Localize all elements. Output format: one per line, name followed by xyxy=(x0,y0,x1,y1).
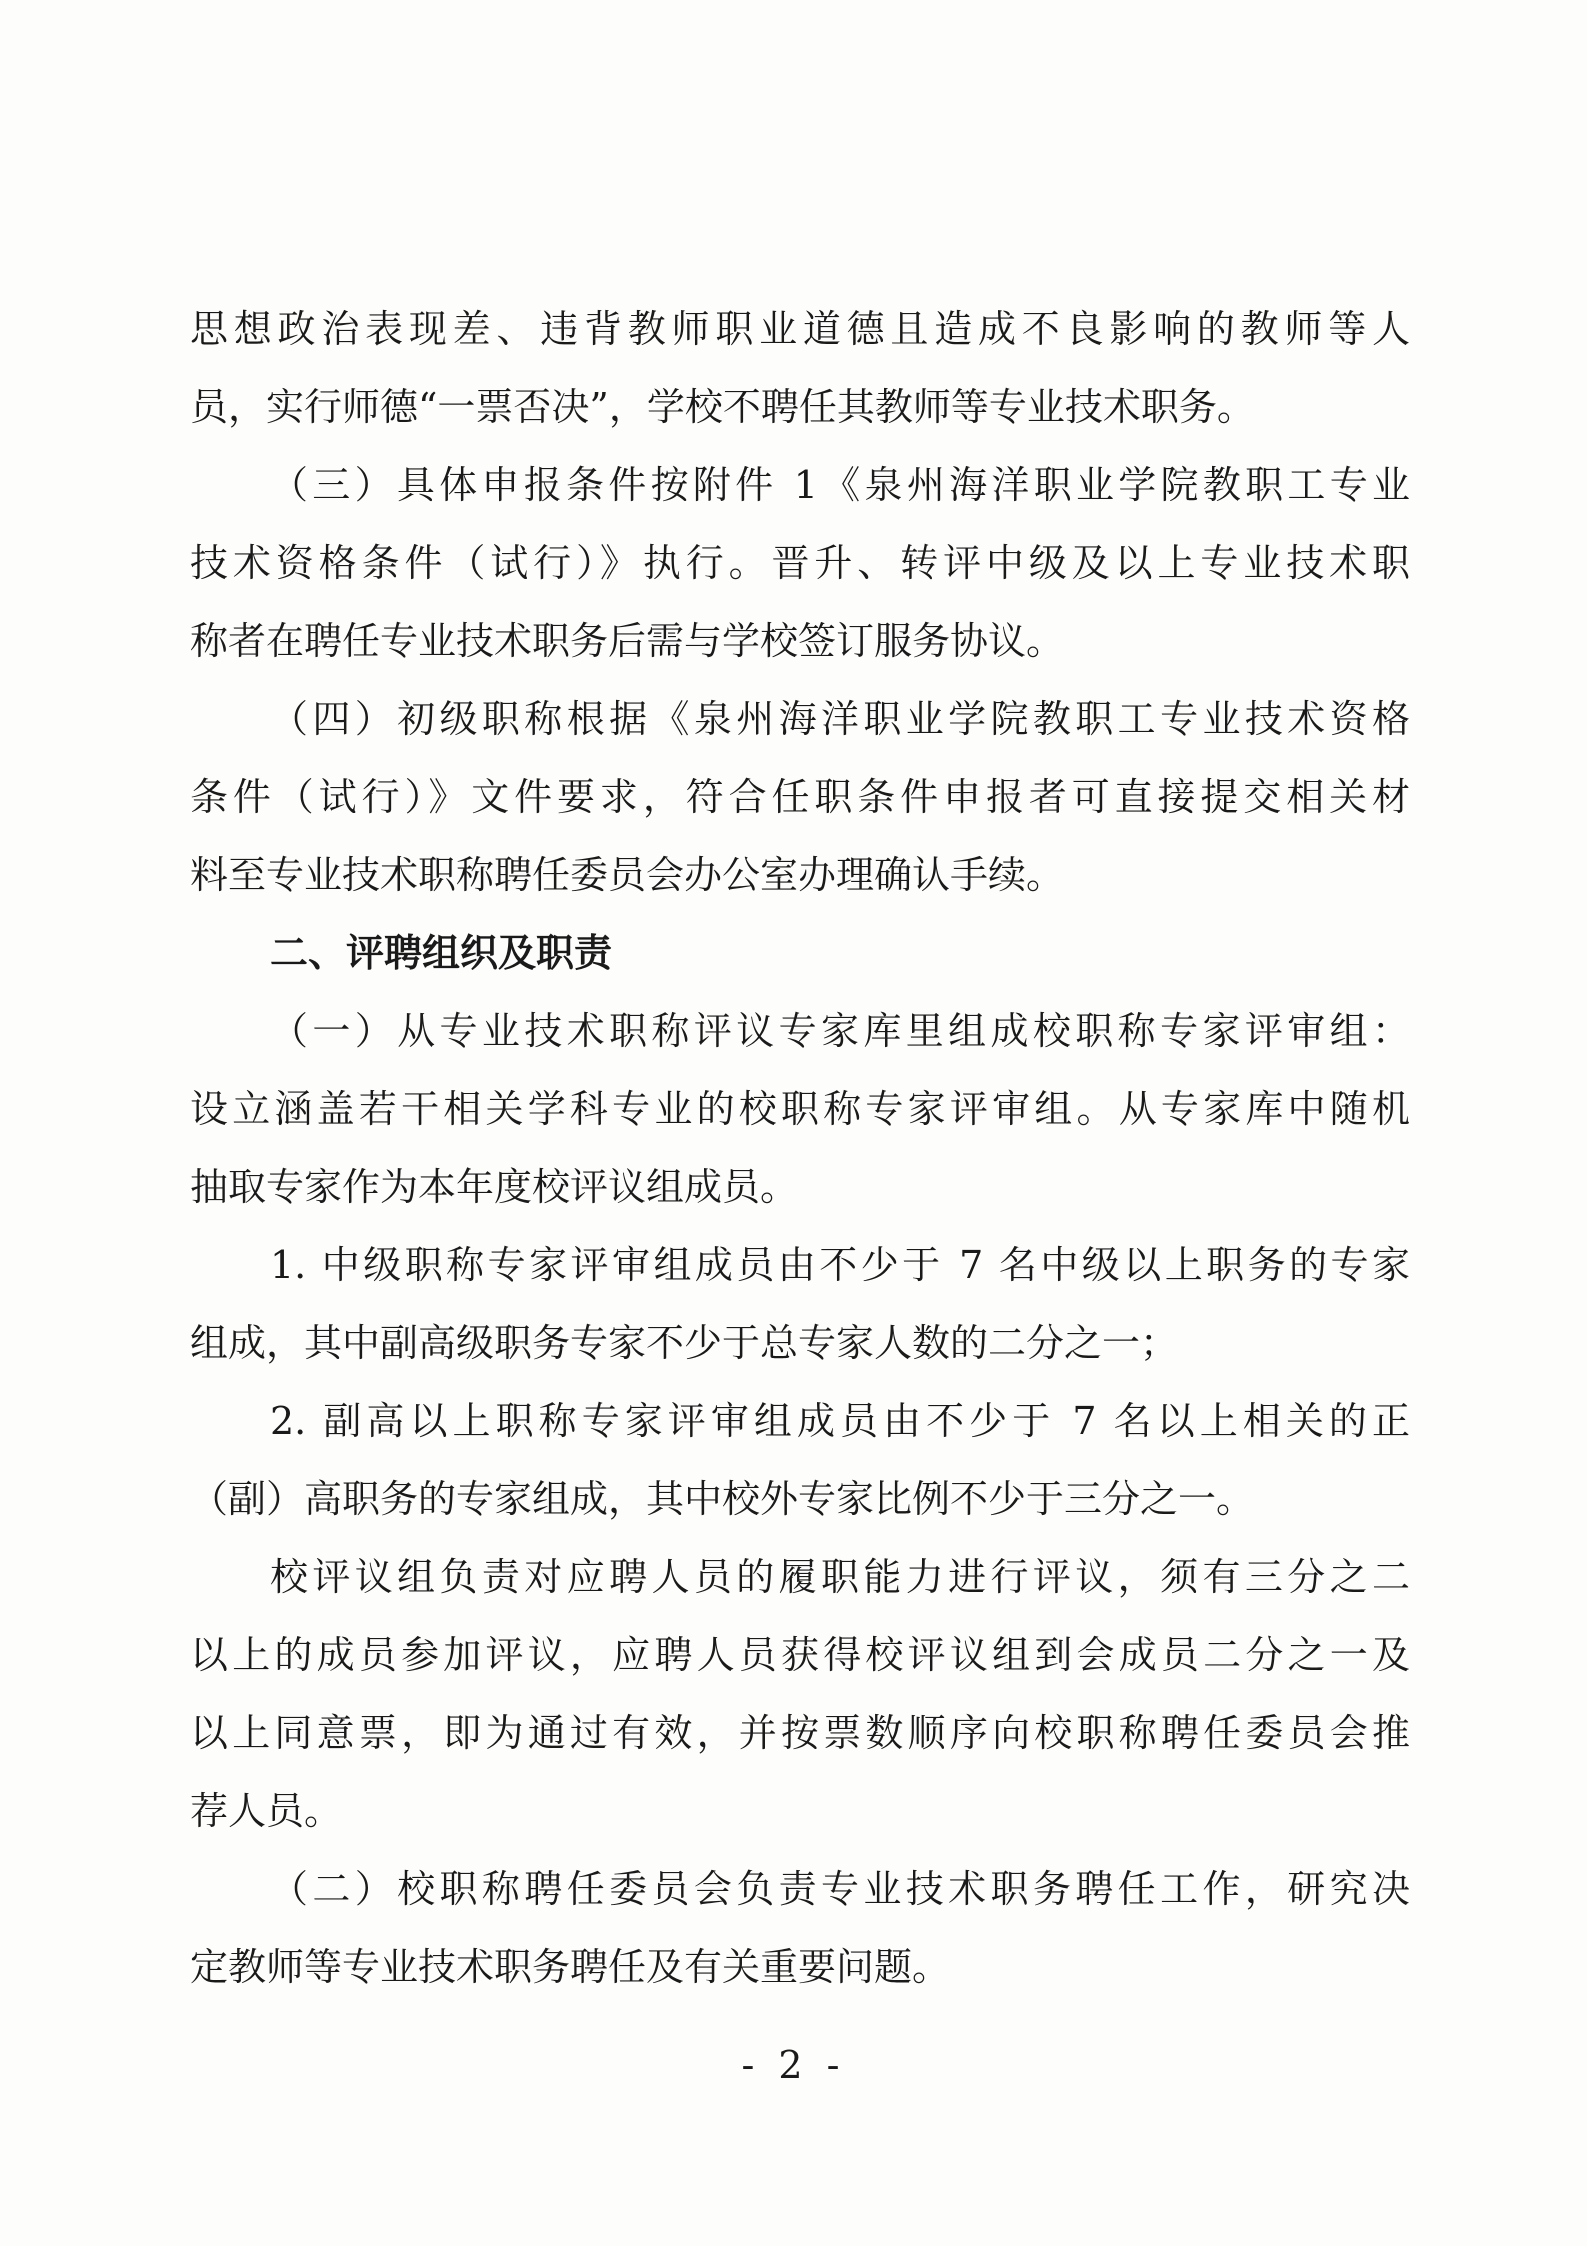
section-heading: 二、评聘组织及职责 xyxy=(270,931,613,975)
text-line: 技术资格条件（试行）》执行。晋升、转评中级及以上专业技术职 xyxy=(190,541,1410,585)
text-line: 抽取专家作为本年度校评议组成员。 xyxy=(190,1165,799,1209)
text-line: （四）初级职称根据《泉州海洋职业学院教职工专业技术资格 xyxy=(270,697,1410,741)
text-line: 以上同意票，即为通过有效，并按票数顺序向校职称聘任委员会推 xyxy=(190,1711,1410,1755)
text-line: 2. 副高以上职称专家评审组成员由不少于 7 名以上相关的正 xyxy=(270,1399,1410,1443)
text-line: （二）校职称聘任委员会负责专业技术职务聘任工作，研究决 xyxy=(270,1867,1410,1911)
text-line: 思想政治表现差、违背教师职业道德且造成不良影响的教师等人 xyxy=(190,307,1410,351)
text-line: 以上的成员参加评议，应聘人员获得校评议组到会成员二分之一及 xyxy=(190,1633,1410,1677)
text-line: 荐人员。 xyxy=(190,1789,343,1833)
text-line: （副）高职务的专家组成，其中校外专家比例不少于三分之一。 xyxy=(190,1477,1255,1521)
text-line: （三）具体申报条件按附件 1《泉州海洋职业学院教职工专业 xyxy=(270,463,1410,507)
text-line: 定教师等专业技术职务聘任及有关重要问题。 xyxy=(190,1945,951,1989)
text-line: 条件（试行）》文件要求，符合任职条件申报者可直接提交相关材 xyxy=(190,775,1410,819)
text-line: 设立涵盖若干相关学科专业的校职称专家评审组。从专家库中随机 xyxy=(190,1087,1410,1131)
text-line: 称者在聘任专业技术职务后需与学校签订服务协议。 xyxy=(190,619,1065,663)
document-body xyxy=(190,290,1410,2006)
text-line: （一）从专业技术职称评议专家库里组成校职称专家评审组： xyxy=(270,1009,1410,1053)
text-line: 组成，其中副高级职务专家不少于总专家人数的二分之一； xyxy=(190,1321,1179,1365)
text-line: 料至专业技术职称聘任委员会办公室办理确认手续。 xyxy=(190,853,1065,897)
page-number: - 2 - xyxy=(741,2043,846,2087)
text-line: 校评议组负责对应聘人员的履职能力进行评议，须有三分之二 xyxy=(270,1555,1410,1599)
text-line: 1. 中级职称专家评审组成员由不少于 7 名中级以上职务的专家 xyxy=(270,1243,1410,1287)
text-line: 员，实行师德“一票否决”，学校不聘任其教师等专业技术职务。 xyxy=(190,385,1255,429)
